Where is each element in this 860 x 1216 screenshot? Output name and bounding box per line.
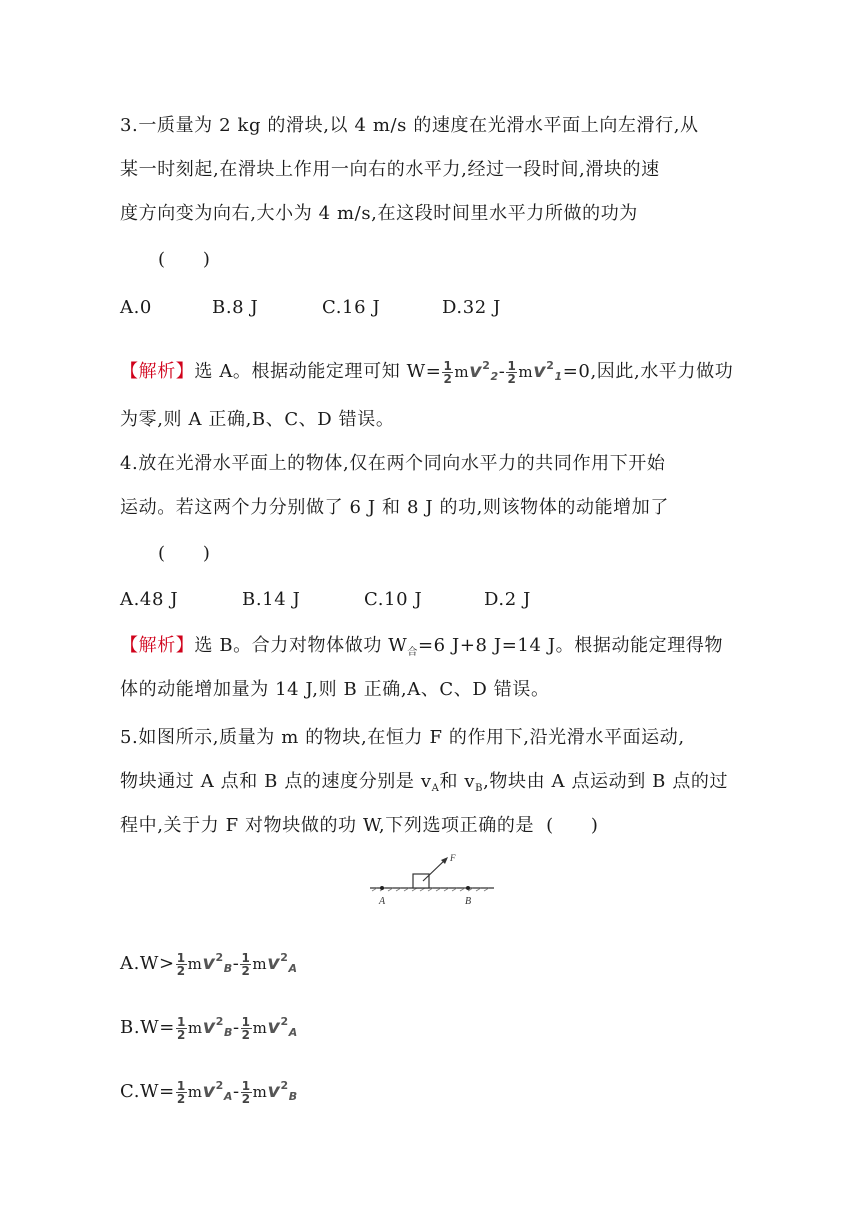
q4-option-b: B.14 J xyxy=(242,589,301,610)
point-b-label: B xyxy=(465,896,472,907)
a4-line-1: 【解析】选 B。合力对物体做功 $W_合=6$ J+8 J=14 J。根据动能定理得物 xyxy=(120,635,724,658)
block-force-diagram xyxy=(368,848,498,908)
point-a-label: A xyxy=(379,896,386,907)
q3-answer-paren: ( ) xyxy=(158,249,211,270)
analysis-tag: 【解析】 xyxy=(120,361,195,382)
q4-answer-paren: ( ) xyxy=(158,543,211,564)
q5-answer-paren: ( ) xyxy=(546,815,599,836)
force-arrow xyxy=(423,859,446,881)
a3-text-after: =0,因此,水平力做功 xyxy=(562,361,734,382)
a3-text-before: 选 A。根据动能定理可知 W= xyxy=(194,361,442,382)
q3-option-c: C.16 J xyxy=(322,297,381,318)
q4-option-d: D.2 J xyxy=(484,589,531,610)
q3-option-d: D.32 J xyxy=(442,297,501,318)
q3-options xyxy=(120,294,501,322)
w-subscript: 合 xyxy=(407,647,418,658)
q4-option-c: C.10 J xyxy=(364,589,423,610)
force-label: F xyxy=(450,853,456,863)
q5-option-b: B.W= $\frac{1}{2}$ $mv^2_B-$ $\frac{1}{2}$ $mv^2_A$ xyxy=(120,1014,298,1042)
a3-line-1: 【解析】选 A。根据动能定理可知 W= $\frac{1}{2}$ $mv^2_2-$ $\frac{1}{2}$ $mv^2_1=0$,因此,水平力做功 xyxy=(120,358,734,386)
block xyxy=(413,874,429,888)
q4-line-2: 运动。若这两个力分别做了 6 J 和 8 J 的功,则该物体的动能增加了 xyxy=(120,497,669,518)
half-fraction: $\frac{1}{2}$ xyxy=(443,358,453,386)
q5-line-2: 物块通过 A 点和 B 点的速度分别是 $v_A$和 $v_B$,物块由 A 点运动到 B 点的过 xyxy=(120,771,729,794)
q5-option-c: C.W= $\frac{1}{2}$ $mv^2_A-$ $\frac{1}{2}$ $mv^2_B$ xyxy=(120,1078,298,1106)
q3-line-3: 度方向变为向右,大小为 4 m/s,在这段时间里水平力所做的功为 xyxy=(120,203,638,224)
q5-line-3: 程中,关于力 F 对物块做的功 W,下列选项正确的是 ( ) xyxy=(120,815,599,836)
half-fraction: $\frac{1}{2}$ xyxy=(507,358,517,386)
a4-line-2: 体的动能增加量为 14 J,则 B 正确,A、C、D 错误。 xyxy=(120,679,550,700)
q4-option-a: A.48 J xyxy=(120,589,179,610)
q4-line-1: 4.放在光滑水平面上的物体,仅在两个同向水平力的共同作用下开始 xyxy=(120,453,666,474)
q3-line-1: 3.一质量为 2 kg 的滑块,以 4 m/s 的速度在光滑水平面上向左滑行,从 xyxy=(120,115,699,136)
point-b xyxy=(466,886,470,890)
q3-line-2: 某一时刻起,在滑块上作用一向右的水平力,经过一段时间,滑块的速 xyxy=(120,159,660,180)
q5-option-a: A.W> $\frac{1}{2}$ $mv^2_B-$ $\frac{1}{2}$ $mv^2_A$ xyxy=(120,950,298,978)
analysis-tag: 【解析】 xyxy=(120,635,195,656)
a3-line-2: 为零,则 A 正确,B、C、D 错误。 xyxy=(120,409,395,430)
q3-option-b: B.8 J xyxy=(212,297,259,318)
q3-option-a: A.0 xyxy=(120,297,152,318)
q5-line-1: 5.如图所示,质量为 m 的物块,在恒力 F 的作用下,沿光滑水平面运动, xyxy=(120,727,685,748)
q4-options xyxy=(120,586,531,614)
point-a xyxy=(380,886,384,890)
